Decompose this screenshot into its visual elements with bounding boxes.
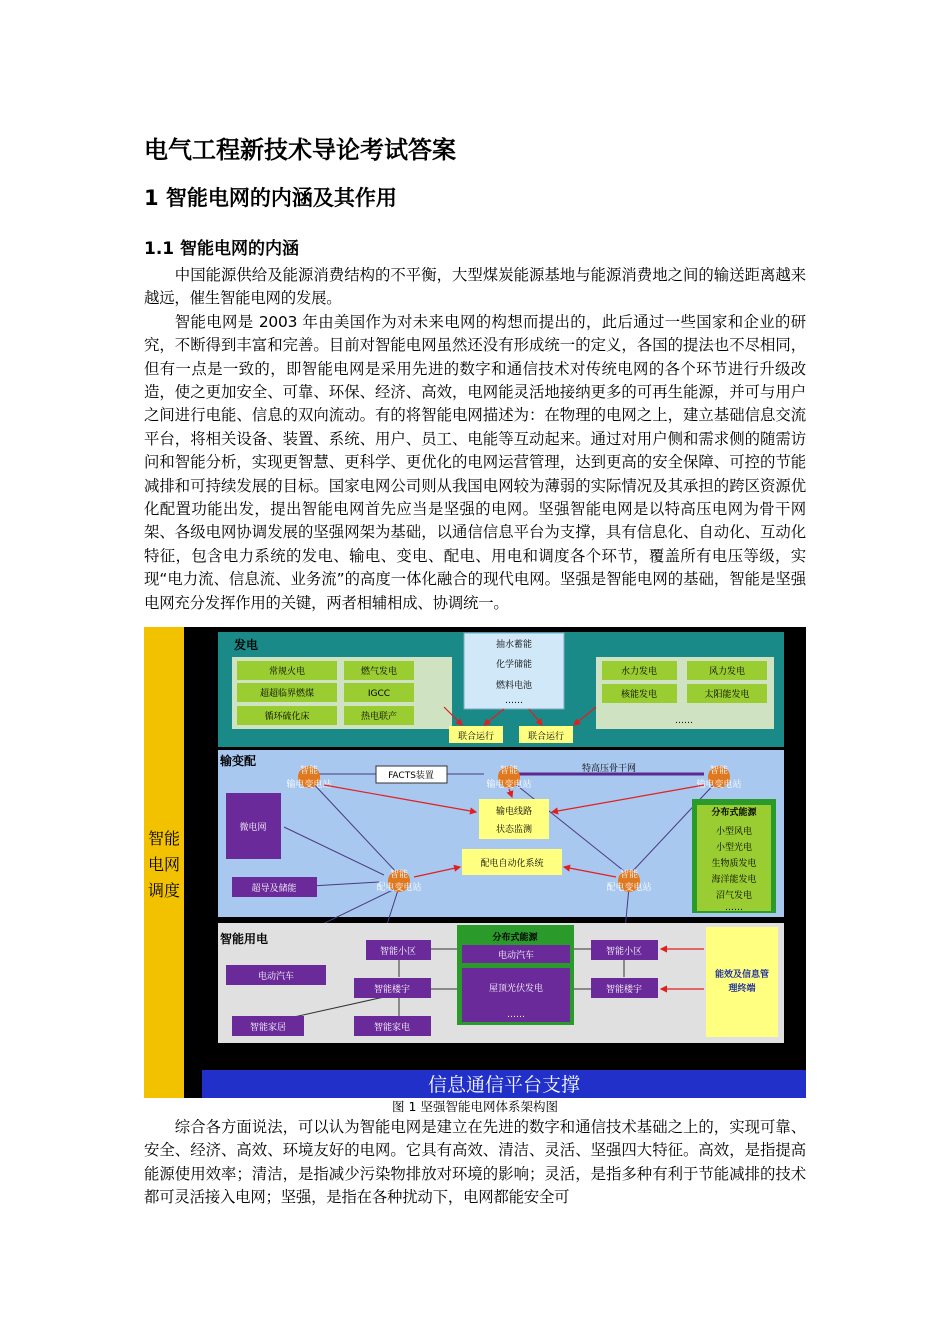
station-label-bottom: 输电变电站	[696, 780, 742, 790]
info-platform-label: 信息通信平台支撑	[427, 1074, 581, 1096]
subsection-heading: 1.1 智能电网的内涵	[144, 239, 300, 259]
generation-title: 发电	[234, 638, 259, 652]
figure-caption: 图 1 坚强智能电网体系架构图	[392, 1099, 558, 1114]
smart-usage-title: 智能用电	[220, 932, 269, 946]
paragraph-2: 智能电网是 2003 年由美国作为对未来电网的构想而提出的，此后通过一些国家和企业的研究，不断得到丰富和完善。目前对智能电网虽然还没有形成统一的定义，各国的提法也不尽相同，但有一点是一致的，即智能电网是采用先进的数字和通信技术对传统电网的各个环节进行升级改造，使之更加安全、可靠、环保、经济、高效，电网能灵活地接纳更多的可再生能源，并可与用户之间进行电能、信息的双向流动。有的将智能电网描述为：在物理的电网之上，建立基础信息交流平台，将相关设备、装置、系统、用户、员工、电能等互动起来。通过对用户侧和需求侧的随需访问和智能分析，实现更智慧、更科学、更优化的电网运营管理，达到更高的安全保障、可控的节能减排和可持续发展的目标。国家电网公司则从我国电网较为薄弱的实际情况及其承担的跨区资源优化配置功能出发，提出智能电网首先应当是坚强的电网。坚强智能电网是以特高压电网为骨干网架、各级电网协调发展的坚强网架为基础，以通信信息平台为支撑，具有信息化、自动化、互动化特征，包含电力系统的发电、输电、变电、配电、用电和调度各个环节，覆盖所有电压等级，实现“电力流、信息流、业务流”的高度一体化融合的现代电网。坚强是智能电网的基础，智能是坚强电网充分发挥作用的关键，两者相辅相成、协调统一。	[144, 312, 806, 612]
paragraph-1: 中国能源供给及能源消费结构的不平衡，大型煤炭能源基地与能源消费地之间的输送距离越来越远，催生智能电网的发展。	[144, 266, 806, 308]
smart-building-label: 智能楼宇	[373, 985, 411, 995]
ev-label: 电动汽车	[257, 972, 295, 982]
renewable-item-label: 风力发电	[708, 667, 746, 677]
energy-info-terminal-box	[706, 927, 778, 1037]
smart-community-label: 智能小区	[379, 947, 417, 957]
document-continuation	[144, 1116, 806, 1210]
smart-home-label: 智能家居	[249, 1023, 287, 1033]
station-label-bottom: 配电变电站	[376, 883, 422, 893]
station-label-top: 智能	[709, 766, 729, 776]
document-body	[144, 130, 806, 615]
renewable-more-label: ……	[675, 716, 693, 726]
joint-operation-label: 联合运行	[527, 732, 565, 742]
storage-item-label: 燃料电池	[495, 681, 533, 691]
superconducting-label: 超导及储能	[251, 884, 297, 894]
distributed-energy-item: 生物质发电	[711, 859, 757, 869]
usage-ev-label: 电动汽车	[497, 951, 535, 961]
energy-info-terminal-label: 能效及信息管	[714, 970, 770, 980]
line-monitoring-label: 输电线路	[495, 807, 533, 817]
dispatch-label-line: 调度	[147, 881, 181, 900]
usage-distributed-title: 分布式能源	[492, 933, 538, 943]
thermal-item-label: 常规火电	[268, 667, 306, 677]
rooftop-pv-label: 屋顶光伏发电	[488, 984, 544, 994]
joint-operation-label: 联合运行	[457, 732, 495, 742]
distributed-energy-title: 分布式能源	[711, 808, 757, 818]
microgrid-label: 微电网	[239, 823, 267, 833]
smart-building-label: 智能楼宇	[605, 985, 643, 995]
paragraph-3: 综合各方面说法，可以认为智能电网是建立在先进的数字和通信技术基础之上的，实现可靠、安全、经济、高效、环境友好的电网。它具有高效、清洁、灵活、坚强四大特征。高效，是指提高能源使用效率；清洁，是指减少污染物排放对环境的影响；灵活，是指多种有利于节能减排的技术都可灵活接入电网；坚强，是指在各种扰动下，电网都能安全可	[144, 1118, 806, 1207]
storage-item-label: 抽水蓄能	[495, 640, 533, 650]
station-label-bottom: 输电变电站	[486, 780, 532, 790]
dispatch-label-line: 智能	[147, 829, 181, 848]
line-monitoring-label: 状态监测	[495, 825, 533, 835]
energy-info-terminal-label: 理终端	[728, 984, 756, 994]
transmission-title: 输变配	[220, 754, 257, 768]
facts-label: FACTS装置	[388, 771, 434, 781]
station-label-top: 智能	[499, 766, 519, 776]
gas-item-label: 热电联产	[360, 712, 398, 722]
distributed-energy-item: 海洋能发电	[711, 875, 757, 885]
station-label-bottom: 配电变电站	[606, 883, 652, 893]
station-label-top: 智能	[619, 870, 639, 880]
smart-grid-architecture-figure	[144, 627, 806, 1098]
station-label-top: 智能	[299, 766, 319, 776]
uhv-backbone-label: 特高压骨干网	[581, 764, 637, 774]
gas-item-label: IGCC	[367, 689, 391, 699]
distribution-automation-label: 配电自动化系统	[480, 859, 544, 869]
dispatch-label-line: 电网	[147, 855, 181, 874]
renewable-item-label: 核能发电	[620, 690, 658, 700]
renewable-item-label: 水力发电	[620, 667, 658, 677]
smart-appliance-label: 智能家电	[373, 1023, 411, 1033]
renewable-item-label: 太阳能发电	[704, 690, 750, 700]
thermal-item-label: 超超临界燃煤	[259, 689, 315, 699]
section-heading: 1 智能电网的内涵及其作用	[144, 186, 397, 210]
station-label-top: 智能	[389, 870, 409, 880]
gas-item-label: 燃气发电	[360, 667, 398, 677]
dispatch-label	[148, 829, 180, 900]
distributed-energy-item: ……	[725, 903, 743, 913]
smart-community-label: 智能小区	[605, 947, 643, 957]
station-label-bottom: 输电变电站	[286, 780, 332, 790]
storage-item-label: ……	[505, 696, 523, 706]
storage-item-label: 化学储能	[495, 660, 533, 670]
thermal-item-label: 循环硫化床	[264, 712, 310, 722]
distributed-energy-item: 沼气发电	[715, 891, 753, 901]
rooftop-pv-dots: ……	[507, 1010, 525, 1020]
distributed-energy-item: 小型光电	[715, 843, 753, 853]
document-title: 电气工程新技术导论考试答案	[144, 136, 456, 164]
distributed-energy-item: 小型风电	[715, 827, 753, 837]
